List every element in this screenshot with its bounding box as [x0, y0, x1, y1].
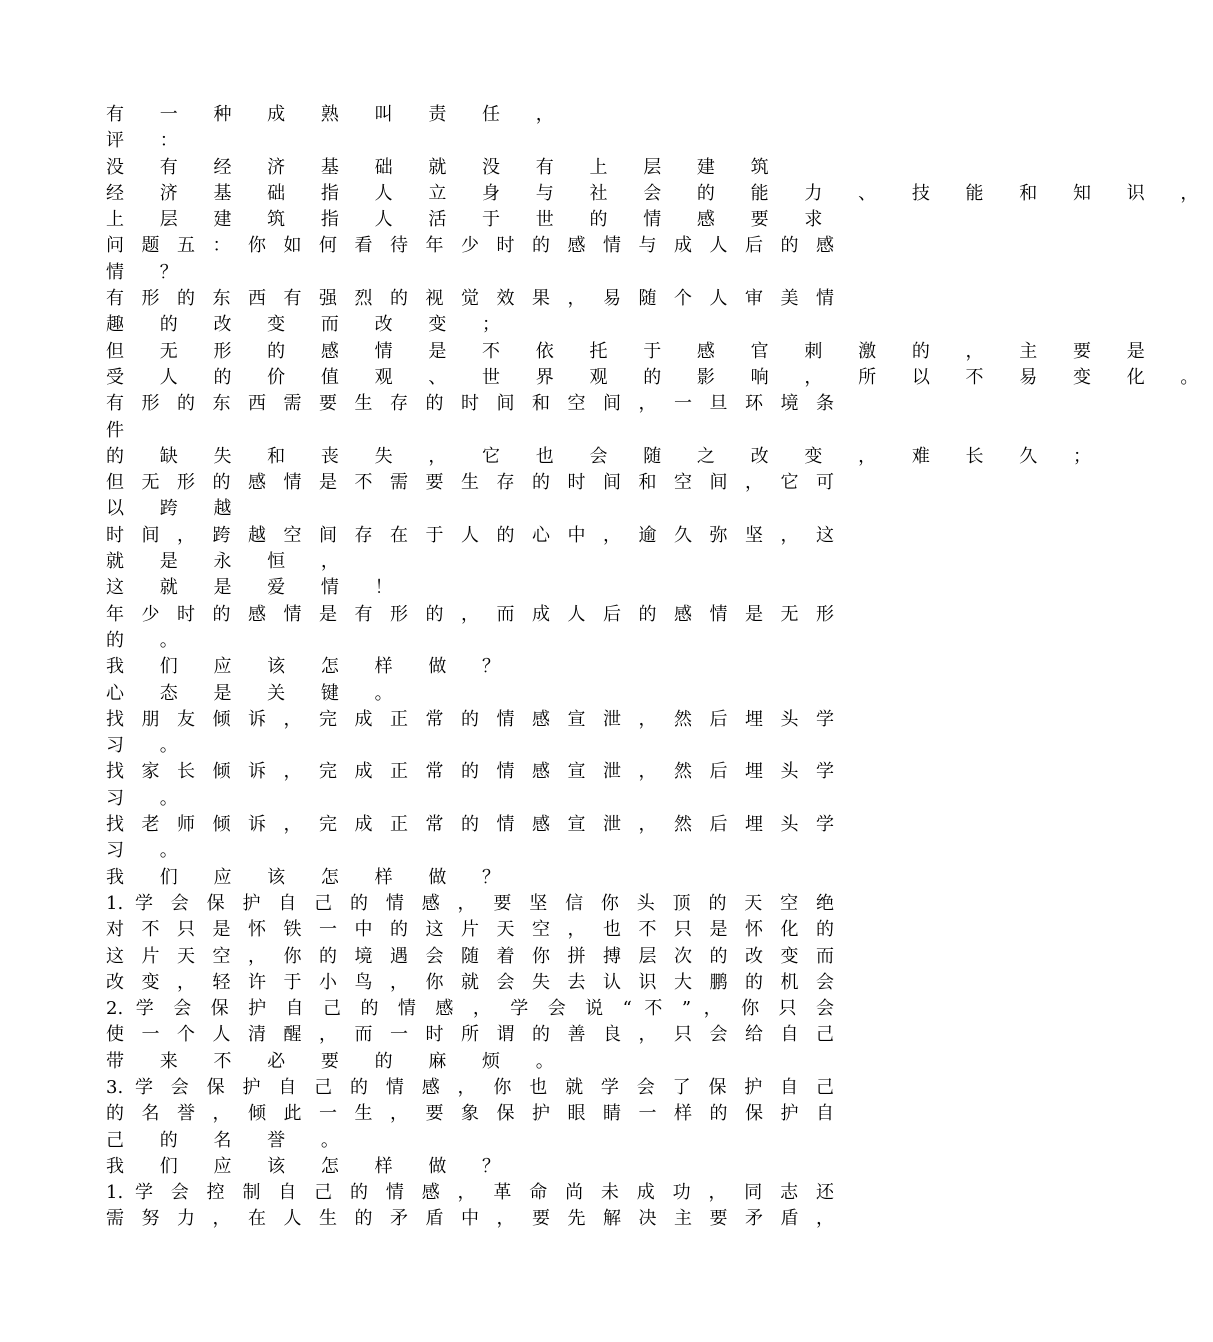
text-line: 心 态 是 关 键 。	[106, 682, 408, 704]
text-line: 没 有 经 济 基 础 就 没 有 上 层 建 筑	[106, 156, 784, 178]
text-line: 我 们 应 该 怎 样 做 ？	[106, 656, 516, 678]
text-line: 找 老 师 倾 诉 ， 完 成 正 常 的 情 感 宣 泄 ， 然 后 埋 头 学	[106, 814, 834, 836]
text-line: 这 片 天 空 ， 你 的 境 遇 会 随 着 你 拼 搏 层 次 的 改 变 而	[106, 945, 834, 967]
text-line: 找 朋 友 倾 诉 ， 完 成 正 常 的 情 感 宣 泄 ， 然 后 埋 头 学	[106, 708, 834, 730]
text-line: 年 少 时 的 感 情 是 有 形 的 ， 而 成 人 后 的 感 情 是 无 形	[106, 603, 834, 625]
text-line: 使 一 个 人 清 醒 ， 而 一 时 所 谓 的 善 良 ， 只 会 给 自 己	[106, 1024, 834, 1046]
text-line: 习 。	[106, 787, 193, 809]
text-line: 1. 学 会 保 护 自 己 的 情 感 ， 要 坚 信 你 头 顶 的 天 空 绝	[106, 892, 834, 914]
text-line: 经 济 基 础 指 人 立 身 与 社 会 的 能 力 、 技 能 和 知 识 ，	[106, 182, 1213, 204]
text-line: 但 无 形 的 感 情 是 不 需 要 生 存 的 时 间 和 空 间 ， 它 可	[106, 472, 834, 494]
text-line: 但 无 形 的 感 情 是 不 依 托 于 感 官 刺 激 的 ， 主 要 是	[106, 340, 1160, 362]
text-line: 我 们 应 该 怎 样 做 ？	[106, 866, 516, 888]
text-line: 件	[106, 419, 139, 441]
text-line: 问 题 五 ： 你 如 何 看 待 年 少 时 的 感 情 与 成 人 后 的 感	[106, 235, 834, 257]
text-line: 上 层 建 筑 指 人 活 于 世 的 情 感 要 求	[106, 209, 838, 231]
text-line: 己 的 名 誉 。	[106, 1129, 354, 1151]
text-line: 有 形 的 东 西 有 强 烈 的 视 觉 效 果 ， 易 随 个 人 审 美 情	[106, 288, 834, 310]
text-line: 受 人 的 价 值 观 、 世 界 观 的 影 响 ， 所 以 不 易 变 化 。	[106, 366, 1213, 388]
text-line: 趣 的 改 变 而 改 变 ；	[106, 314, 516, 336]
text-line: 情 ？	[106, 261, 193, 283]
text-line: 需 努 力 ， 在 人 生 的 矛 盾 中 ， 要 先 解 决 主 要 矛 盾 ，	[106, 1208, 834, 1230]
text-line: 的 缺 失 和 丧 失 ， 它 也 会 随 之 改 变 ， 难 长 久 ；	[106, 445, 1106, 467]
text-line: 带 来 不 必 要 的 麻 烦 。	[106, 1050, 569, 1072]
text-line: 有 一 种 成 熟 叫 责 任 ，	[106, 104, 569, 125]
text-line: 以 跨 越	[106, 498, 247, 520]
document-body	[106, 102, 1213, 1233]
text-line: 对 不 只 是 怀 铁 一 中 的 这 片 天 空 ， 也 不 只 是 怀 化 的	[106, 919, 834, 941]
text-line: 的 。	[106, 629, 193, 651]
text-line: 找 家 长 倾 诉 ， 完 成 正 常 的 情 感 宣 泄 ， 然 后 埋 头 学	[106, 761, 834, 783]
text-line: 习 。	[106, 735, 193, 757]
text-line: 2. 学 会 保 护 自 己 的 情 感 ， 学 会 说 “ 不 ” ， 你 只 会	[106, 998, 834, 1020]
text-line: 这 就 是 爱 情 ！	[106, 577, 408, 599]
text-line: 评 ：	[106, 130, 193, 152]
text-line: 我 们 应 该 怎 样 做 ？	[106, 1155, 516, 1177]
text-line: 的 名 誉 ， 倾 此 一 生 ， 要 象 保 护 眼 睛 一 样 的 保 护 自	[106, 1103, 834, 1125]
text-line: 习 。	[106, 840, 193, 862]
text-line: 3. 学 会 保 护 自 己 的 情 感 ， 你 也 就 学 会 了 保 护 自 己	[106, 1076, 834, 1098]
text-line: 有 形 的 东 西 需 要 生 存 的 时 间 和 空 间 ， 一 旦 环 境 条	[106, 393, 834, 415]
text-line: 时 间 ， 跨 越 空 间 存 在 于 人 的 心 中 ， 逾 久 弥 坚 ， 这	[106, 524, 834, 546]
text-line: 改 变 ， 轻 许 于 小 鸟 ， 你 就 会 失 去 认 识 大 鹏 的 机 会	[106, 971, 834, 993]
text-line: 1. 学 会 控 制 自 己 的 情 感 ， 革 命 尚 未 成 功 ， 同 志 还	[106, 1182, 834, 1204]
text-line: 就 是 永 恒 ，	[106, 551, 354, 573]
